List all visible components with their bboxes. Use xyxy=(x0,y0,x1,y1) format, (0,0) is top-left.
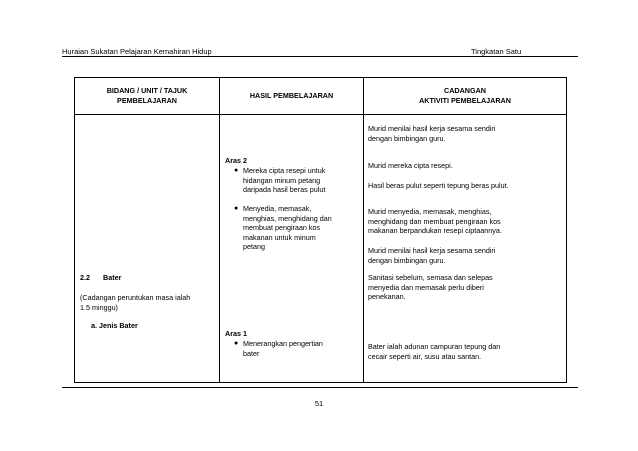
outcomes-cell xyxy=(220,115,364,383)
footer-rule xyxy=(62,387,578,388)
activity-sanitation: Sanitasi sebelum, semasa dan selepas menyedia dan memasak perlu diberi penekanan. xyxy=(368,273,493,301)
activity-peer-assessment-2: Murid menilai hasil kerja sesama sendiri dengan bimbingan guru. xyxy=(368,246,496,265)
level-1-heading: Aras 1 xyxy=(225,329,247,338)
column-header-topic-line2: PEMBELAJARAN xyxy=(117,96,177,105)
activity-peer-assessment-1: Murid menilai hasil kerja sesama sendiri dengan bimbingan guru. xyxy=(368,124,496,143)
time-allocation-line1: (Cadangan peruntukan masa ialah xyxy=(80,293,191,302)
column-header-activities xyxy=(364,78,567,115)
bullet-icon: ● xyxy=(234,340,239,347)
column-header-activities-line2: AKTIVITI PEMBELAJARAN xyxy=(419,96,511,105)
level-2-outcome-2: ● Menyedia, memasak, menghias, menghidang dan membuat pengiraan kos makanan untuk minum petang xyxy=(234,204,332,251)
section-number: 2.2 xyxy=(80,273,90,282)
column-header-topic-line1: BIDANG / UNIT / TAJUK xyxy=(106,86,188,95)
document-header-form: Tingkatan Satu xyxy=(471,47,522,56)
section-title: Bater xyxy=(103,273,122,282)
activity-create-recipe: Murid mereka cipta resepi. xyxy=(368,161,453,170)
column-header-outcomes-text: HASIL PEMBELAJARAN xyxy=(249,91,334,100)
activity-batter-definition: Bater ialah adunan campuran tepung dan cecair seperti air, susu atau santan. xyxy=(368,342,501,361)
column-header-topic xyxy=(75,78,220,115)
sub-topic: a. Jenis Bater xyxy=(91,321,138,330)
activity-glutinous-rice: Hasil beras pulut seperti tepung beras pulut. xyxy=(368,181,509,190)
document-header-title: Huraian Sukatan Pelajaran Kemahiran Hidup xyxy=(62,47,212,56)
header-rule xyxy=(62,56,578,57)
level-2-heading: Aras 2 xyxy=(225,156,247,165)
column-header-activities-line1: CADANGAN xyxy=(444,86,486,95)
bullet-icon: ● xyxy=(234,205,239,212)
syllabus-table xyxy=(74,77,567,383)
column-header-outcomes xyxy=(220,78,364,115)
time-allocation-line2: 1.5 minggu) xyxy=(80,303,118,312)
page-number: 51 xyxy=(314,399,324,408)
bullet-icon: ● xyxy=(234,167,239,174)
topic-cell xyxy=(75,115,220,383)
activities-cell xyxy=(364,115,567,383)
level-2-outcome-1: ● Mereka cipta resepi untuk hidangan minum petang daripada hasil beras pulut xyxy=(234,166,326,194)
activity-prepare-cook: Murid menyedia, memasak, menghias, menghidang dan membuat pengiraan kos makanan berpandukan resepi ciptaannya. xyxy=(368,207,502,235)
level-1-outcome-1: ● Menerangkan pengertian bater xyxy=(234,339,323,358)
